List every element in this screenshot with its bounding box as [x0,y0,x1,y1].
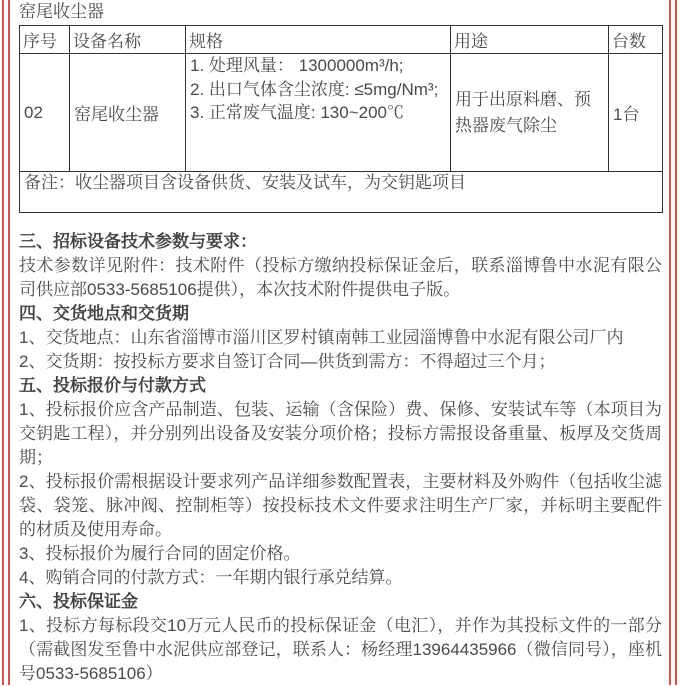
cell-equipment-name: 窑尾收尘器 [70,54,186,172]
column-header-quantity: 台数 [609,26,663,54]
column-header-usage: 用途 [451,26,609,54]
section-6 [19,590,662,686]
document-sections [19,230,662,686]
section-3 [19,230,662,302]
table-header-row [20,26,663,54]
column-header-equipment-name: 设备名称 [70,26,186,54]
equipment-table [19,25,663,213]
section-paragraph: 技术参数详见附件：技术附件（投标方缴纳投标保证金后，联系淄博鲁中水泥有限公司供应部0533-5685106提供），本次技术附件提供电子版。 [19,256,662,299]
column-header-spec: 规格 [186,26,451,54]
page-edge-rule-right-inner [669,0,671,685]
table-note-row [20,172,663,213]
section-heading: 五、投标报价与付款方式 [19,376,206,395]
spec-item: 1. 处理风量： 1300000m³/h; [190,56,404,75]
section-paragraph: 2、投标报价需根据设计要求列产品详细参数配置表，主要材料及外购件（包括收尘滤袋、袋笼、脉冲阀、控制柜等）按投标技术文件要求注明生产厂家，并标明主要配件的材质及使用寿命。 [19,472,662,539]
spec-item: 3. 正常废气温度: 130~200℃ [190,103,405,122]
cell-usage: 用于出原料磨、预热器废气除尘 [451,54,609,172]
section-heading: 四、交货地点和交货期 [19,304,189,323]
table-row [20,54,663,172]
section-5 [19,374,662,590]
document-content [19,0,662,686]
section-paragraph: 3、投标报价为履行合同的固定价格。 [19,544,301,563]
section-heading: 六、投标保证金 [19,592,138,611]
section-paragraph: 1、交货地点：山东省淄博市淄川区罗村镇南韩工业园淄博鲁中水泥有限公司厂内 [19,328,624,347]
cell-serial: 02 [20,54,70,172]
cell-quantity: 1台 [609,54,663,172]
cell-spec [186,54,451,172]
section-paragraph: 1、投标报价应含产品制造、包装、运输（含保险）费、保修、安装试车等（本项目为交钥匙工程），并分别列出设备及安装分项价格；投标方需报设备重量、板厚及交货周期； [19,400,662,467]
page-edge-rule-left-outer [2,0,4,685]
section-paragraph: 4、购销合同的付款方式：一年期内银行承兑结算。 [19,568,403,587]
page-edge-rule-left-inner [8,0,10,685]
cell-note: 备注：收尘器项目含设备供货、安装及试车，为交钥匙项目 [20,172,663,213]
document-title: 窑尾收尘器 [19,2,104,21]
spec-item: 2. 出口气体含尘浓度: ≤5mg/Nm³; [190,79,439,99]
section-heading: 三、招标设备技术参数与要求： [19,232,257,251]
section-4 [19,302,662,374]
section-paragraph: 2、交货期：按投标方要求自签订合同—供货到需方：不得超过三个月； [19,352,556,371]
section-paragraph: 1、投标方每标段交10万元人民币的投标保证金（电汇），并作为其投标文件的一部分（需截图发至鲁中水泥供应部登记，联系人：杨经理13964435966（微信同号），座机号0533-5685106） [19,616,662,683]
page-edge-rule-right-outer [675,0,677,685]
column-header-serial: 序号 [20,26,70,54]
